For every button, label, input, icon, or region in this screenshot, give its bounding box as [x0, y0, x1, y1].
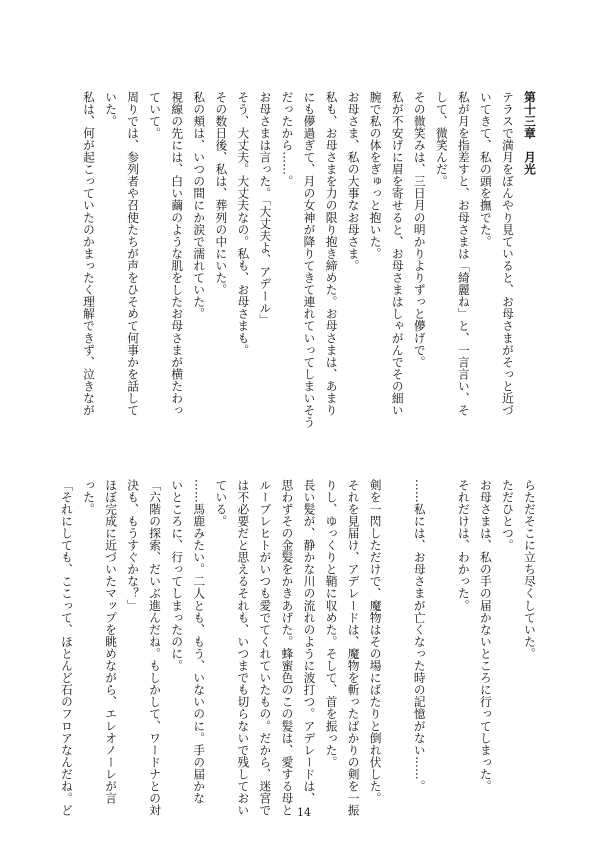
upper-text-line: だったから……。: [280, 91, 295, 188]
lower-text-line: 思わずその金髪をかきあげた。蜂蜜色のこの髪は、愛する母と: [280, 479, 295, 817]
lower-text-line: 長い髪が、静かな川の流れのように波打つ。アデレードは、: [302, 479, 317, 805]
lower-text-line: お母さまは、私の手の届かないところに行ってしまった。: [478, 479, 493, 793]
upper-text-line: いてきて、私の頭を撫でた。: [478, 91, 493, 248]
upper-text-line: 私が不安げに眉を寄せると、お母さまはしゃがんでその細い: [390, 91, 405, 417]
upper-text-line: して、微笑んだ。: [434, 91, 449, 188]
upper-text-line: いた。: [104, 91, 119, 128]
chapter-title: 第十三章 月光: [523, 91, 537, 176]
upper-text-line: テラスで満月をぼんやり見ていると、お母さまがそっと近づ: [500, 91, 515, 417]
lower-text-line: ルーブレヒトがいつも愛でてくれていたもの。だから、迷宮で: [258, 479, 273, 817]
lower-text-line: 決も、もうすぐかな？」: [126, 479, 141, 612]
upper-text-line: お母さまは言った。「大丈夫よ、アデール」: [258, 91, 273, 327]
lower-text-line: それを見届け、アデレードは、魔物を斬ったばかりの剣を一振: [346, 479, 361, 817]
upper-text-line: 視線の先には、白い繭のような肌をしたお母さまが横たわっ: [170, 91, 185, 417]
upper-text-line: お母さま、私の大事なお母さま。: [346, 91, 361, 272]
upper-text-line: 私も、お母さまを力の限り抱き締めた。お母さまは、あまり: [324, 91, 339, 417]
upper-text-line: 私の頬は、いつの間にか涙で濡れていた。: [192, 91, 207, 320]
upper-text-line: 腕で私の体をぎゅっと抱いた。: [368, 91, 383, 260]
lower-text-line: 「それにしても、ここって、ほとんど石のフロアなんだね。ど: [59, 479, 74, 817]
lower-text-line: らただそこに立ち尽くしていた。: [523, 479, 537, 660]
upper-text-line: そう、大丈夫。大丈夫なの。私も、お母さまも。: [236, 91, 251, 357]
lower-text-line: った。: [82, 479, 96, 516]
page-number: 14: [297, 806, 311, 819]
upper-text-line: 私が月を指差すと、お母さまは「綺麗ね」と、一言言い、そ: [456, 91, 471, 417]
lower-text-line: いところに、行ってしまったのに。: [170, 479, 185, 672]
lower-text-line: それだけは、わかった。: [456, 479, 471, 612]
upper-text-line: 私は、何が起こっていたのかまったく理解できず、泣きなが: [82, 91, 96, 417]
upper-text-line: 周りでは、参列者や召使たちが声をひそめて何事かを話して: [126, 91, 141, 417]
lower-text-line: ……馬鹿みたい。二人とも、もう、いないのに。手の届かな: [192, 479, 207, 805]
lower-text-line: は不必要だと思えるそれも、いつまでも切らないで残しておい: [236, 479, 251, 817]
lower-text-line: 「六階の探索、だいぶ進んだね。もしかして、ワードナとの対: [148, 479, 163, 817]
lower-text-line: 剣を一閃しただけで、魔物はその場にばたりと倒れ伏した。: [368, 479, 383, 805]
lower-text-line: ほぼ完成に近づいたマップを眺めながら、エレオノーレが言: [104, 479, 119, 805]
upper-text-line: その微笑みは、三日月の明かりよりずっと儚げで。: [412, 91, 427, 369]
lower-text-line: ている。: [214, 479, 229, 528]
lower-text-line: ……私には、お母さまが亡くなった時の記憶がない……。: [412, 479, 427, 793]
upper-text-line: にも儚過ぎて、月の女神が降りてきて連れていってしまいそう: [302, 91, 317, 429]
upper-text-line: その数日後、私は、葬列の中にいた。: [214, 91, 229, 296]
upper-text-line: ていて。: [148, 91, 163, 140]
lower-text-line: ただひとつ。: [500, 479, 515, 552]
lower-text-line: りし、ゆっくりと鞘に収めた。そして、首を振った。: [324, 479, 339, 769]
